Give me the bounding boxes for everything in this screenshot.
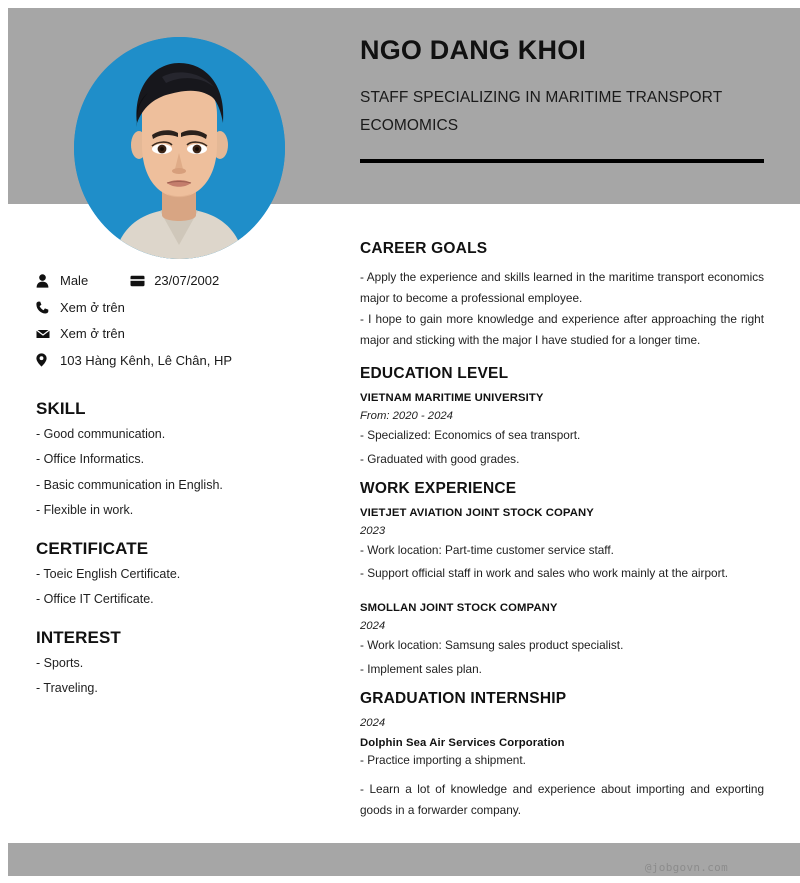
interest-heading: INTEREST bbox=[36, 627, 121, 647]
list-item: - Implement sales plan. bbox=[360, 661, 482, 676]
internship-heading: GRADUATION INTERNSHIP bbox=[360, 689, 567, 707]
dob-group bbox=[130, 273, 219, 288]
list-item: - Sports. bbox=[36, 655, 84, 670]
address-value: 103 Hàng Kênh, Lê Chân, HP bbox=[60, 352, 233, 368]
list-item: - Practice importing a shipment. bbox=[360, 752, 526, 767]
education-period: From: 2020 - 2024 bbox=[360, 409, 453, 422]
list-item: - Office Informatics. bbox=[36, 452, 145, 466]
work-period: 2023 bbox=[360, 524, 386, 537]
contact-row-address bbox=[36, 348, 336, 373]
skill-heading: SKILL bbox=[36, 398, 86, 418]
list-item: - Graduated with good grades. bbox=[360, 451, 520, 466]
entry-spacer bbox=[360, 592, 764, 602]
list-item: - Learn a lot of knowledge and experience about importing and exporting goods in a forwarder company. bbox=[360, 781, 764, 817]
list-item: - Support official staff in work and sales who work mainly at the airport. bbox=[360, 566, 729, 581]
phone-value: Xem ở trên bbox=[60, 299, 125, 315]
certificate-heading: CERTIFICATE bbox=[36, 538, 149, 558]
education-section bbox=[360, 365, 764, 466]
list-item: - Basic communication in English. bbox=[36, 477, 223, 492]
education-heading: EDUCATION LEVEL bbox=[360, 364, 509, 382]
portrait-photo bbox=[74, 37, 285, 259]
list-item: - Office IT Certificate. bbox=[36, 592, 154, 606]
list-item: - Work location: Samsung sales product specialist. bbox=[360, 638, 624, 653]
contact-info-group bbox=[36, 268, 336, 373]
internship-company: Dolphin Sea Air Services Corporation bbox=[360, 736, 565, 749]
list-item: - Work location: Part-time customer service staff. bbox=[360, 542, 614, 557]
contact-row-gender-dob bbox=[36, 268, 336, 293]
work-period: 2024 bbox=[360, 620, 386, 633]
avatar bbox=[74, 37, 285, 259]
envelope-icon bbox=[36, 329, 60, 339]
list-item: - Flexible in work. bbox=[36, 503, 134, 517]
list-item: - Good communication. bbox=[36, 426, 166, 441]
list-item: - Traveling. bbox=[36, 681, 98, 695]
work-experience-heading: WORK EXPERIENCE bbox=[360, 479, 517, 497]
career-goals-paragraph: - I hope to gain more knowledge and experience after approaching the right major and sticking with the major I have studied for a longer time. bbox=[360, 311, 764, 347]
calendar-icon bbox=[130, 275, 154, 287]
watermark: @jobgovn.com bbox=[644, 861, 728, 874]
career-goals-heading: CAREER GOALS bbox=[360, 240, 488, 257]
internship-section bbox=[360, 690, 764, 821]
gender-value: Male bbox=[60, 273, 89, 288]
career-goals-section bbox=[360, 240, 764, 351]
internship-period: 2024 bbox=[360, 716, 386, 729]
header-text-group bbox=[360, 36, 770, 141]
skill-section bbox=[36, 399, 336, 517]
work-entry bbox=[360, 507, 764, 581]
education-school: VIETNAM MARITIME UNIVERSITY bbox=[360, 391, 544, 404]
certificate-section bbox=[36, 539, 336, 606]
work-entry bbox=[360, 602, 764, 676]
career-goals-paragraph: - Apply the experience and skills learned in the maritime transport economics major to become a professional employee. bbox=[360, 270, 764, 305]
birthdate-value: 23/07/2002 bbox=[154, 273, 220, 288]
candidate-name: NGO DANG KHOI bbox=[360, 35, 587, 65]
work-company: SMOLLAN JOINT STOCK COMPANY bbox=[360, 602, 558, 615]
list-item: - Specialized: Economics of sea transport. bbox=[360, 427, 581, 442]
list-item: - Toeic English Certificate. bbox=[36, 566, 181, 581]
main-content bbox=[360, 240, 764, 834]
email-value: Xem ở trên bbox=[60, 326, 125, 341]
phone-icon bbox=[36, 301, 60, 314]
work-company: VIETJET AVIATION JOINT STOCK COPANY bbox=[360, 506, 594, 519]
person-icon bbox=[36, 274, 60, 288]
contact-row-email bbox=[36, 321, 336, 346]
header-divider-rule bbox=[360, 159, 764, 163]
location-pin-icon bbox=[36, 353, 60, 367]
candidate-job-title: STAFF SPECIALIZING IN MARITIME TRANSPORT ECOMOMICS bbox=[360, 88, 722, 135]
work-experience-section bbox=[360, 480, 764, 676]
left-sidebar bbox=[36, 268, 336, 717]
contact-row-phone bbox=[36, 295, 336, 320]
interest-section bbox=[36, 628, 336, 695]
